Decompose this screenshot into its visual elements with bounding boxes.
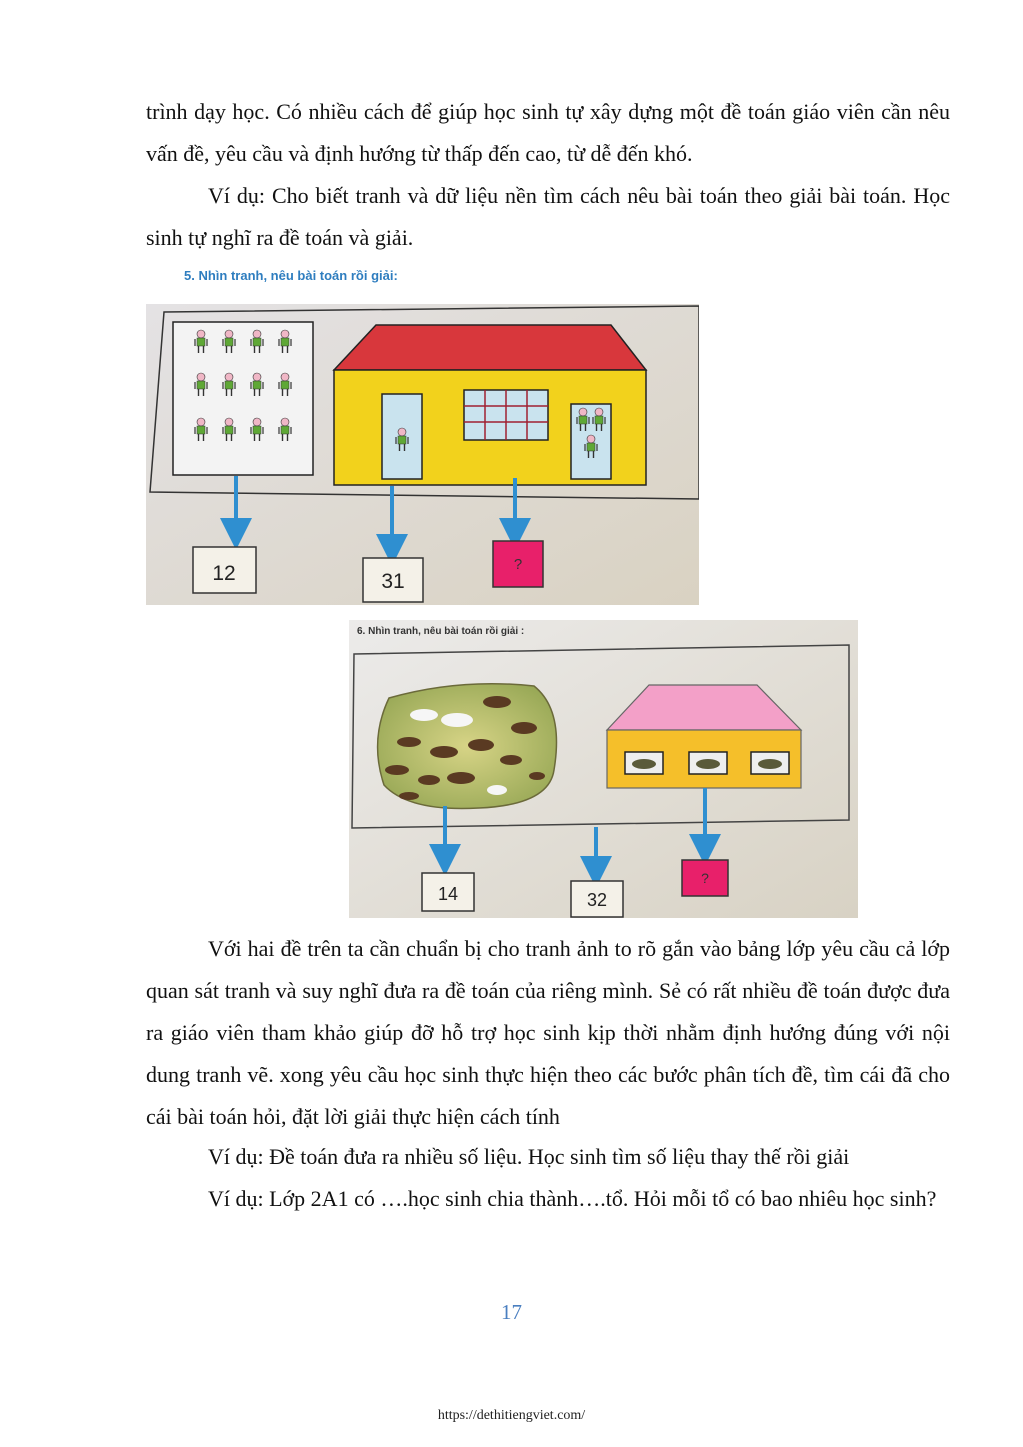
figure2-image xyxy=(349,620,858,918)
intro-paragraph: trình dạy học. Có nhiều cách để giúp học sinh tự xây dựng một đề toán giáo viên cần nêu vấn đề, yêu cầu và định hướng từ thấp đến cao, từ dễ đến khó. xyxy=(146,99,950,166)
figure1-box-question: ? xyxy=(513,556,523,573)
body-paragraph-1: Với hai đề trên ta cần chuẩn bị cho tranh ảnh to rõ gắn vào bảng lớp yêu cầu cả lớp quan sát tranh và suy nghĩ đưa ra đề toán của riêng mình. Sẻ có rất nhiều đề toán được đưa ra giáo viên tham khảo giúp đỡ hỗ trợ học sinh kịp thời nhằm định hướng đúng với nội dung tranh vẽ. xong yêu cầu học sinh thực hiện theo các bước phân tích đề, tìm cái đã cho cái bài toán hỏi, đặt lời giải thực hiện cách tính xyxy=(146,936,950,1129)
figure2-box-left: 14 xyxy=(437,884,459,904)
figure1-box-left: 12 xyxy=(212,562,236,585)
figure1-caption: 5. Nhìn tranh, nêu bài toán rồi giải: xyxy=(184,268,398,283)
horses-meadow xyxy=(378,684,557,809)
page-number: 17 xyxy=(501,1300,522,1324)
figure2-box-middle: 32 xyxy=(586,890,608,910)
school-house xyxy=(334,325,646,485)
figure2-box-question: ? xyxy=(701,870,709,886)
body-paragraph-2: Ví dụ: Đề toán đưa ra nhiều số liệu. Học sinh tìm số liệu thay thế rồi giải xyxy=(208,1144,850,1169)
figure2-caption: 6. Nhìn tranh, nêu bài toán rồi giải : xyxy=(357,626,525,637)
body-paragraph-3: Ví dụ: Lớp 2A1 có ….học sinh chia thành….tổ. Hỏi mỗi tổ có bao nhiêu học sinh? xyxy=(208,1186,937,1211)
stable-house xyxy=(607,685,801,788)
figure1-image xyxy=(146,304,699,605)
figure1-box-middle: 31 xyxy=(381,570,405,593)
footer-url[interactable]: https://dethitiengviet.com/ xyxy=(437,1408,586,1423)
intro-example: Ví dụ: Cho biết tranh và dữ liệu nền tìm cách nêu bài toán theo giải bài toán. Học sinh tự nghĩ ra đề toán và giải. xyxy=(146,183,950,250)
